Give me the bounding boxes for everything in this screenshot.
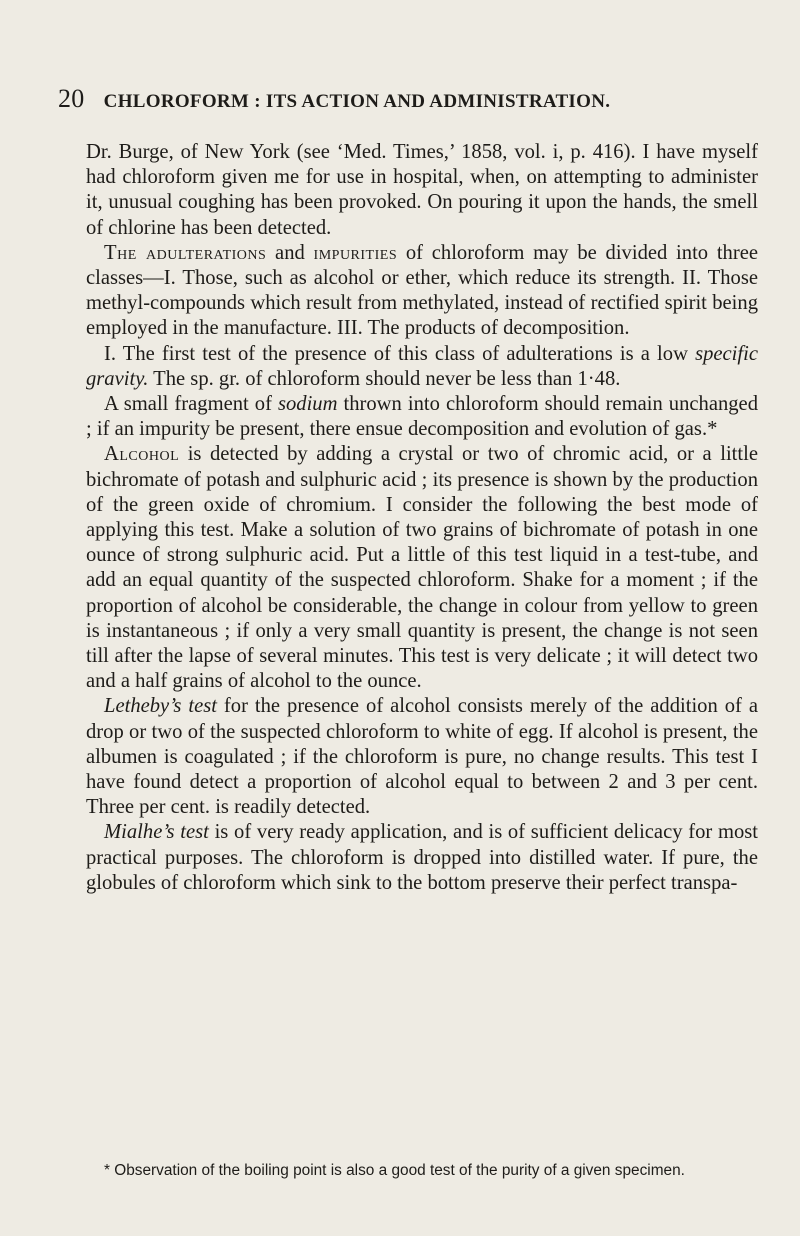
italic-term: Letheby’s test [104, 695, 217, 718]
paragraph-mialhe [86, 820, 758, 896]
footnote [86, 1160, 758, 1181]
paragraph-adulterations [86, 241, 758, 342]
body-text [86, 140, 758, 896]
footnote-text: * Observation of the boiling point is also a good test of the purity of a given specimen. [104, 1162, 685, 1179]
paragraph-text: for the presence of alcohol consists merely of the addition of a drop or two of the suspected chloroform to white of egg. If alcohol is present, the albumen is coagulated ; if the chloroform is pure, no change results. This test I have found detect a proportion of alcohol equal to between 2 and 3 per cent. Three per cent. is readily detected. [86, 695, 758, 819]
page-number: 20 [58, 84, 85, 113]
paragraph-sodium [86, 392, 758, 442]
paragraph-text: Dr. Burge, of New York (see ‘Med. Times,’ 1858, vol. i, p. 416). I have myself had chloroform given me for use in hospital, when, on attempting to administer it, unusual coughing has been provoked. On pouring it upon the hands, the smell of chlorine has been detected. [86, 141, 758, 239]
page-header [58, 84, 718, 114]
paragraph-text: The sp. gr. of chloroform should never be less than 1·48. [148, 367, 621, 390]
italic-term: sodium [277, 393, 338, 416]
paragraph-text: I. The first test of the presence of this class of adulterations is a low [104, 342, 696, 365]
paragraph-specific-gravity [86, 342, 758, 392]
paragraph-text: and [266, 241, 314, 264]
paragraph-alcohol [86, 442, 758, 694]
small-caps-lead: impurities [313, 241, 398, 264]
small-caps-lead: Alcohol [104, 443, 180, 466]
paragraph-text: is of very ready application, and is of sufficient delicacy for most practical purposes. The chloroform is dropped into distilled water. If pure, the globules of chloroform which sink to the bottom preserve their perfect transpa- [86, 821, 759, 894]
paragraph-text: is detected by adding a crystal or two of chromic acid, or a little bichromate of potash and sulphuric acid ; its presence is shown by the production of the green oxide of chromium. I consider the following the best mode of applying this test. Make a solution of two grains of bichromate of potash in one ounce of strong sulphuric acid. Put a little of this test liquid in a test-tube, and add an equal quantity of the suspected chloroform. Shake for a moment ; if the proportion of alcohol be considerable, the change in colour from yellow to green is instantaneous ; if only a very small quantity is present, the change is not seen till after the lapse of several minutes. This test is very delicate ; it will detect two and a half grains of alcohol to the ounce. [86, 443, 758, 693]
paragraph-text: thrown into chloroform should remain unchanged ; if an impurity be present, there ensue decomposition and evolution of gas.* [86, 393, 758, 441]
paragraph-letheby [86, 694, 758, 820]
paragraph-text: of chloroform may be divided into three classes—I. Those, such as alcohol or ether, which reduce its strength. II. Those methyl-compounds which result from methylated, instead of rectified spirit being employed in the manufacture. III. The products of decomposition. [86, 241, 758, 340]
running-title: CHLOROFORM : ITS ACTION AND ADMINISTRATION. [103, 91, 611, 112]
italic-term: specific gravity. [86, 342, 758, 390]
paragraph-burge [86, 140, 758, 241]
small-caps-lead: The adulterations [104, 241, 267, 264]
paragraph-text: A small fragment of [104, 393, 278, 416]
italic-term: Mialhe’s test [104, 821, 209, 844]
